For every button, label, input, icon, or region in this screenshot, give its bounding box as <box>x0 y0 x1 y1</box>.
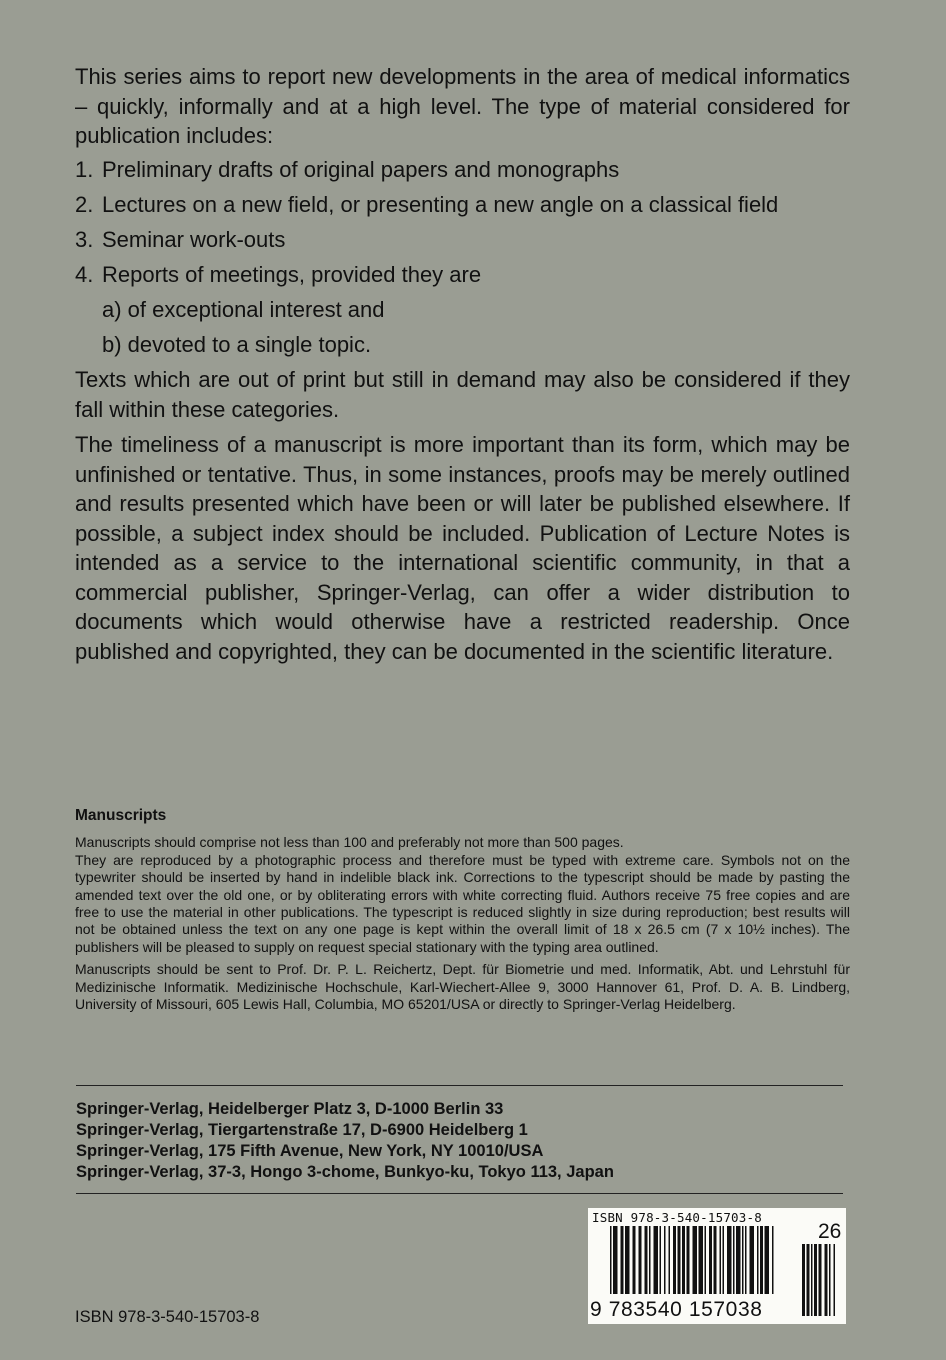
list-number: 2. <box>75 191 94 217</box>
barcode-bar <box>687 1226 690 1294</box>
barcode-addon-bar <box>829 1244 831 1316</box>
barcode-addon-bar <box>834 1244 836 1316</box>
barcode-bar <box>664 1226 666 1294</box>
list-text: Seminar work-outs <box>102 226 286 252</box>
isbn-footer: ISBN 978-3-540-15703-8 <box>75 1308 260 1326</box>
list-item <box>75 155 850 185</box>
list-number: 4. <box>75 261 94 287</box>
publisher-addresses <box>76 1099 856 1183</box>
manuscripts-address-paragraph: Manuscripts should be sent to Prof. Dr. P. L. Reichertz, Dept. für Biometrie und med. Informatik, Abt. und Lehrstuhl für Medizinische Informatik. Medizinische Hochschule, Karl-Wiechert-Allee 9, 3000 Hannover 61, Prof. D. A. B. Lindberg, University of Missouri, 605 Lewis Hall, Columbia, MO 65201/USA or directly to Springer-Verlag Heidelberg. <box>75 961 850 1013</box>
barcode-bar <box>682 1226 685 1294</box>
barcode-bar <box>621 1226 624 1294</box>
barcode-addon-bar <box>814 1244 817 1316</box>
barcode-bar <box>727 1226 732 1294</box>
address-tokyo: Springer-Verlag, 37-3, Hongo 3-chome, Bunkyo-ku, Tokyo 113, Japan <box>76 1163 614 1181</box>
divider-top <box>76 1085 843 1086</box>
barcode-bar <box>649 1226 651 1294</box>
list-item <box>75 225 850 255</box>
material-list <box>75 155 850 360</box>
sublist-item: a) of exceptional interest and <box>102 296 385 322</box>
barcode-bar <box>669 1226 671 1294</box>
intro-paragraph: This series aims to report new developments in the area of medical informatics – quickly, informally and at a high level. The type of material considered for publication includes: <box>75 64 850 148</box>
divider-bottom <box>76 1193 843 1194</box>
barcode-bar <box>736 1226 741 1294</box>
barcode-addon-bar <box>825 1244 828 1316</box>
barcode-bar <box>699 1226 704 1294</box>
manuscripts-typing-paragraph: They are reproduced by a photographic process and therefore must be typed with extreme care. Symbols not on the typewriter should be inserted by hand in indelible black ink. Corrections to the typescript should be made by pasting the amended text over the old one, or by obliterating errors with white correcting fluid. Authors receive 75 free copies and are free to use the material in other publications. The typescript is reduced slightly in size during reproduction; best results will not be obtained unless the text on any one page is kept within the overall limit of 18 x 26.5 cm (7 x 10½ inches). The publishers will be pleased to supply on request special stationary with the typing area outlined. <box>75 851 850 955</box>
barcode-bar <box>750 1226 755 1294</box>
address-new-york: Springer-Verlag, 175 Fifth Avenue, New York, NY 10010/USA <box>76 1142 544 1160</box>
barcode-addon-bar <box>819 1244 822 1316</box>
barcode <box>588 1208 846 1324</box>
list-text: Lectures on a new field, or presenting a new angle on a classical field <box>102 191 779 217</box>
barcode-isbn-label: ISBN 978-3-540-15703-8 <box>592 1210 762 1225</box>
barcode-addon-bar <box>802 1244 805 1316</box>
barcode-bar <box>693 1226 698 1294</box>
barcode-bar <box>654 1226 659 1294</box>
manuscripts-length-paragraph: Manuscripts should comprise not less than 100 and preferably not more than 500 pages. <box>75 834 624 851</box>
sublist-item: b) devoted to a single topic. <box>102 331 372 357</box>
barcode-bar <box>625 1226 630 1294</box>
barcode-bar <box>645 1226 648 1294</box>
manuscripts-section <box>75 807 850 1018</box>
barcode-bar <box>745 1226 747 1294</box>
barcode-bar <box>705 1226 707 1294</box>
out-of-print-paragraph: Texts which are out of print but still in demand may also be considered if they fall within these categories. <box>75 367 850 422</box>
manuscripts-heading: Manuscripts <box>75 807 167 824</box>
series-description <box>75 62 850 672</box>
list-item <box>75 190 850 220</box>
list-number: 1. <box>75 156 94 182</box>
address-berlin: Springer-Verlag, Heidelberger Platz 3, D-1000 Berlin 33 <box>76 1100 504 1118</box>
barcode-bar <box>709 1226 712 1294</box>
barcode-bar <box>660 1226 662 1294</box>
barcode-bar <box>733 1226 735 1294</box>
barcode-addon-bar <box>811 1244 813 1316</box>
list-item <box>75 260 850 360</box>
barcode-bar <box>772 1226 774 1294</box>
barcode-bar <box>720 1226 722 1294</box>
barcode-bar <box>673 1226 676 1294</box>
barcode-bar <box>765 1226 770 1294</box>
barcode-addon-bar <box>807 1244 810 1316</box>
barcode-bar <box>723 1226 725 1294</box>
barcode-bar <box>757 1226 759 1294</box>
meeting-conditions-list <box>75 295 850 360</box>
barcode-addon-number: 26 <box>818 1220 842 1243</box>
barcode-bar <box>610 1226 612 1294</box>
address-heidelberg: Springer-Verlag, Tiergartenstraße 17, D-6900 Heidelberg 1 <box>76 1121 528 1139</box>
barcode-bar <box>678 1226 681 1294</box>
barcode-number: 9 783540 157038 <box>590 1298 763 1321</box>
barcode-bar <box>742 1226 744 1294</box>
barcode-bar <box>760 1226 763 1294</box>
list-number: 3. <box>75 226 94 252</box>
timeliness-paragraph: The timeliness of a manuscript is more important than its form, which may be unfinished or tentative. Thus, in some instances, proofs may be merely outlined and results presented which have been or will later be published elsewhere. If possible, a subject index should be included. Publication of Lecture Notes is intended as a service to the international scientific community, in that a commercial publisher, Springer-Verlag, can offer a wider distribution to documents which would otherwise have a restricted readership. Once published and copyrighted, they can be documented in the scientific literature. <box>75 432 850 664</box>
list-text: Preliminary drafts of original papers and monographs <box>102 156 620 182</box>
barcode-bar <box>639 1226 642 1294</box>
barcode-bar <box>613 1226 618 1294</box>
barcode-bar <box>633 1226 636 1294</box>
barcode-bar <box>714 1226 717 1294</box>
list-text: Reports of meetings, provided they are <box>102 261 482 287</box>
